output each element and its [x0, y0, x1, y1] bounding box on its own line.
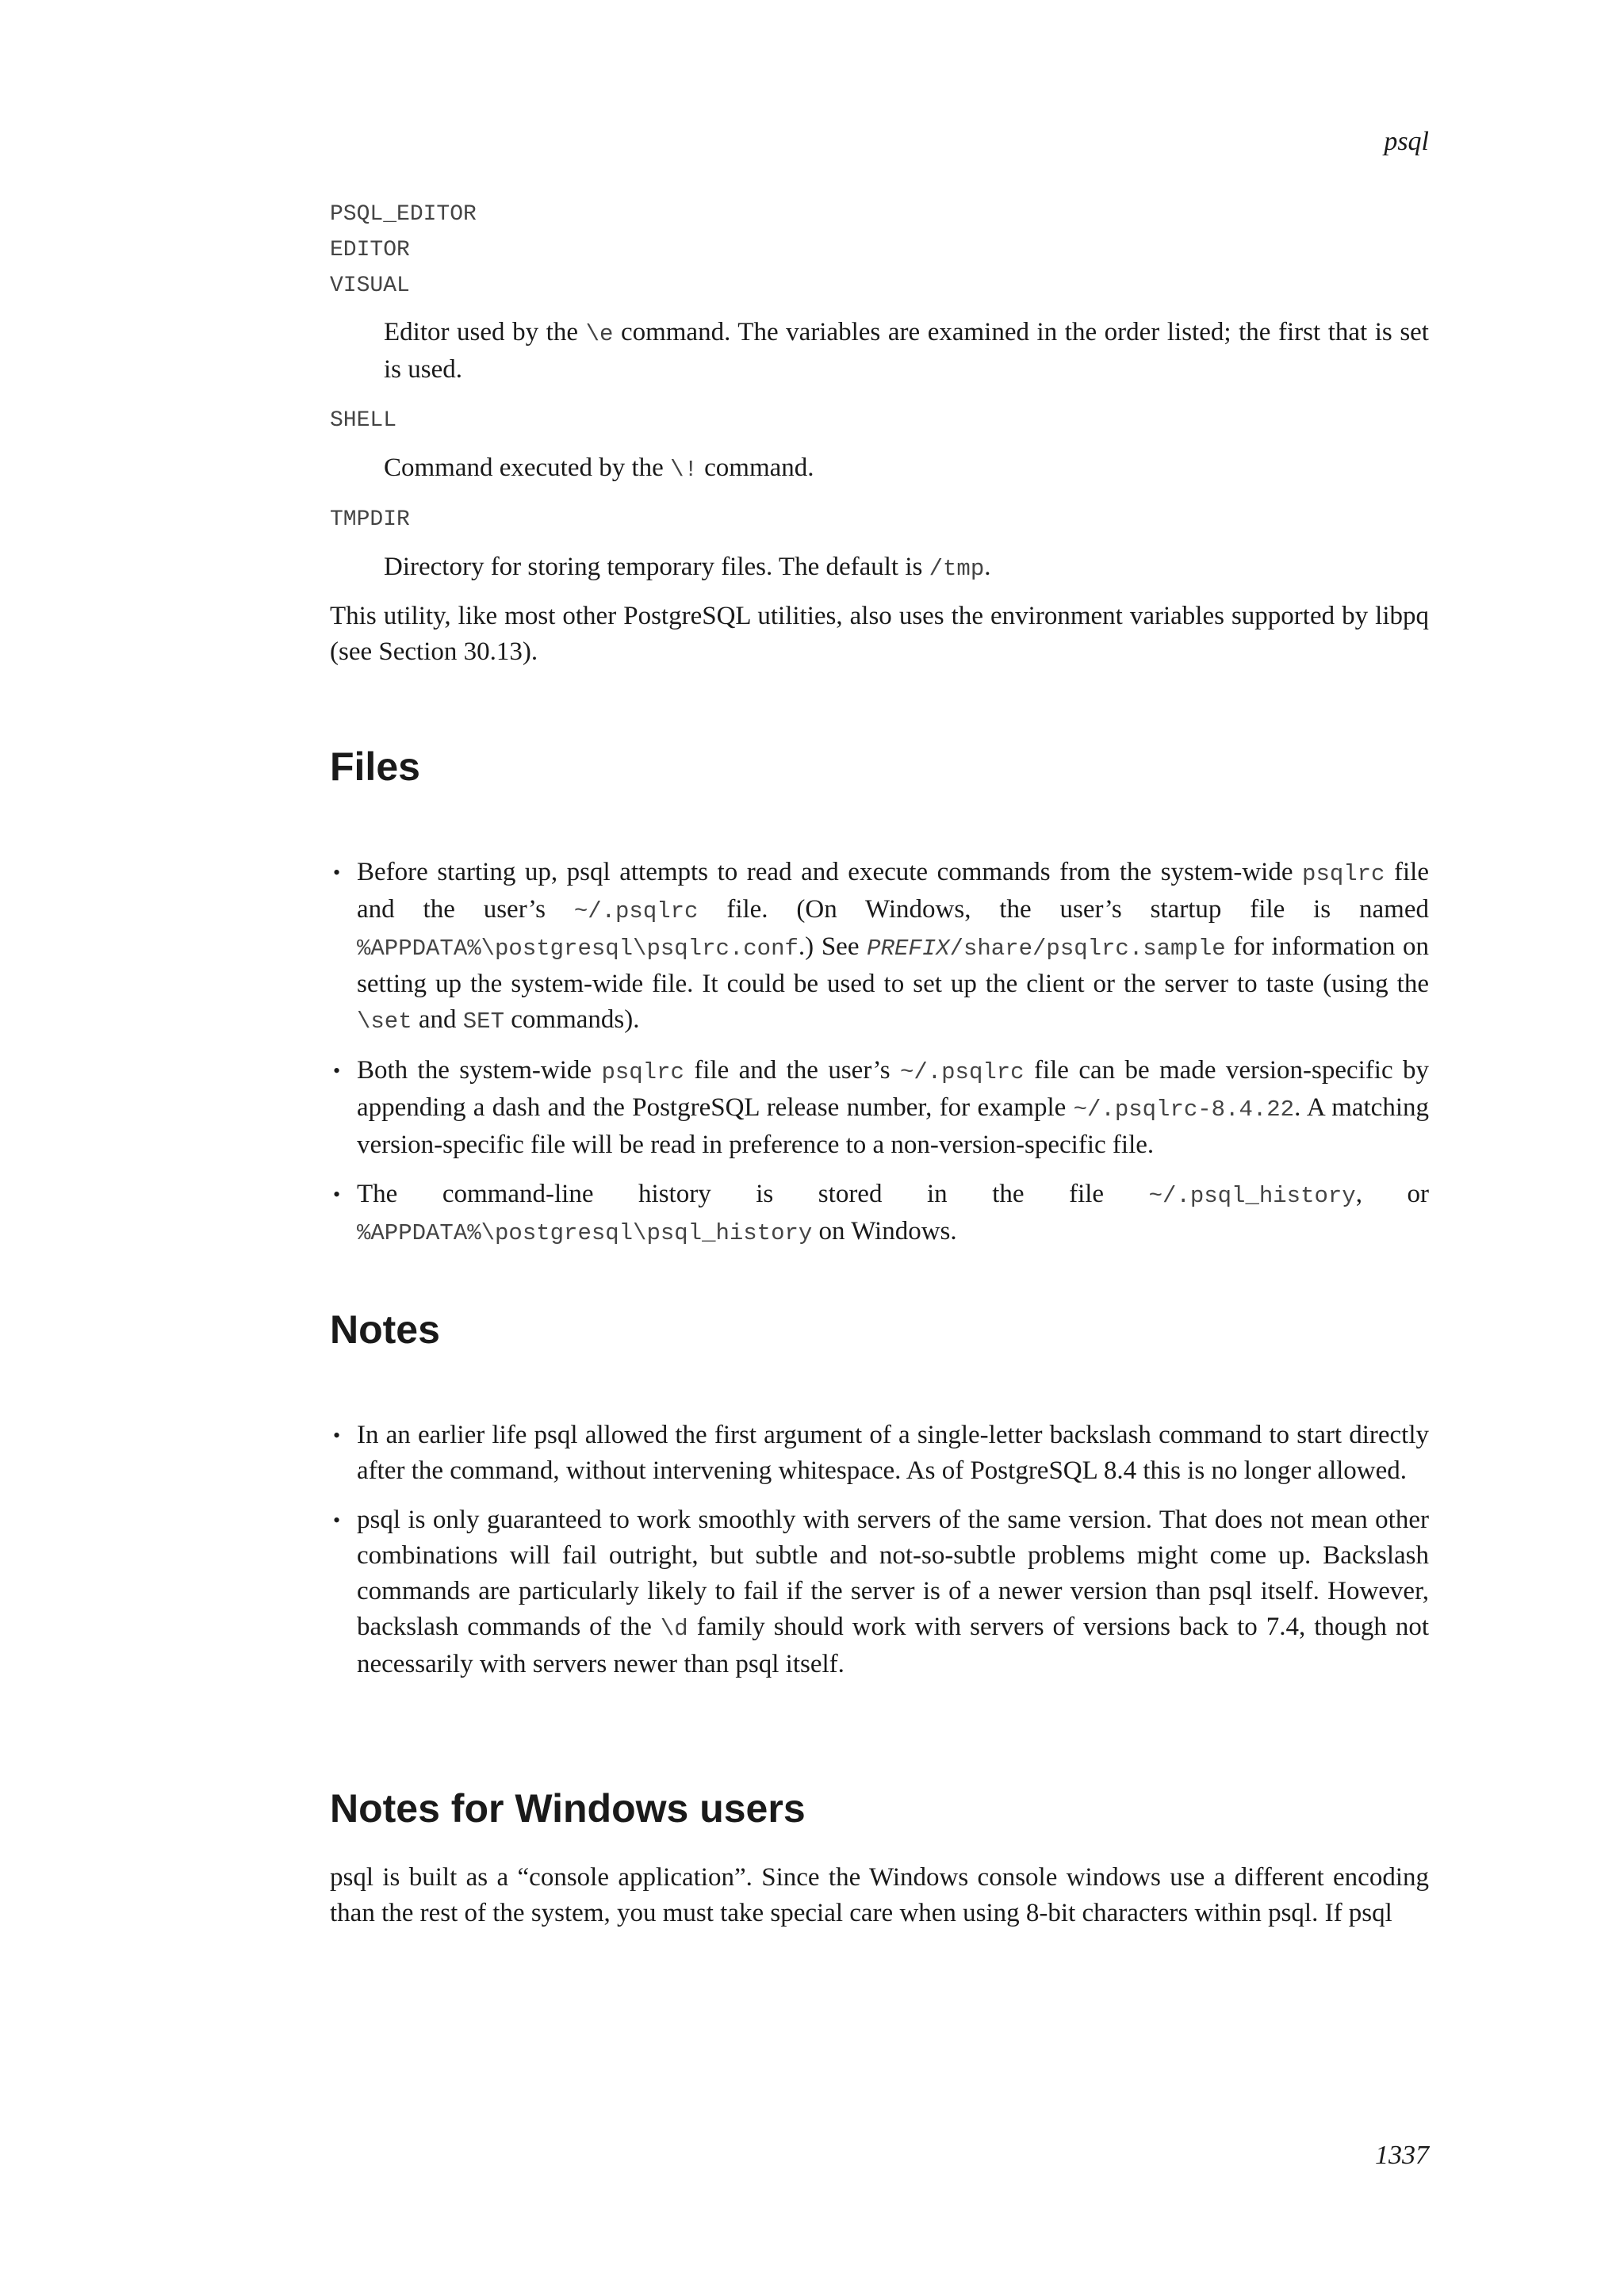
env-var-description: Directory for storing temporary files. The default is /tmp. — [384, 553, 991, 582]
env-var-name: PSQL_EDITOR — [330, 202, 477, 227]
paragraph: This utility, like most other PostgreSQL utilities, also uses the environment variables supported by libpq (see Section 30.13). — [330, 602, 1429, 666]
list-item: • Before starting up, psql attempts to read and execute commands from the system-wide psqlrc file and the user’s ~/.psqlrc file. (On Windows, the user’s startup file is named %APPDATA%\postgresql\psqlrc.conf.) See PREFIX/share/psqlrc.sample for information on setting up the system-wide file. It could be used to set up the client or the server to taste (using the \set and SET commands). — [330, 855, 1429, 1039]
env-var-name: SHELL — [330, 408, 397, 433]
env-var-description: Command executed by the \! command. — [384, 453, 814, 483]
section-heading: Files — [330, 744, 420, 789]
env-var-name: EDITOR — [330, 238, 410, 262]
section-heading: Notes — [330, 1307, 440, 1352]
list-item: • The command-line history is stored in the file ~/.psql_history, or %APPDATA%\postgresql\psql_history on Windows. — [330, 1177, 1429, 1251]
notes-list — [330, 1418, 1429, 1696]
paragraph: psql is built as a “console application”. Since the Windows console windows use a different encoding than the rest of the system, you must take special care when using 8-bit characters within psql. If psql — [330, 1863, 1429, 1927]
list-item: • In an earlier life psql allowed the first argument of a single-letter backslash command to start directly after the command, without intervening whitespace. As of PostgreSQL 8.4 this is no longer allowed. — [330, 1418, 1429, 1489]
section-heading: Notes for Windows users — [330, 1786, 806, 1831]
list-item: • Both the system-wide psqlrc file and the user’s ~/.psqlrc file can be made version-specific by appending a dash and the PostgreSQL release number, for example ~/.psqlrc-8.4.22. A matching version-specific file will be read in preference to a non-version-specific file. — [330, 1053, 1429, 1163]
env-var-name: VISUAL — [330, 274, 410, 298]
files-list — [330, 855, 1429, 1265]
list-item: • psql is only guaranteed to work smoothly with servers of the same version. That does not mean other combinations will fail outright, but subtle and not-so-subtle problems might come up. Backslash commands are particularly likely to fail if the server is of a newer version than psql itself. However, backslash commands of the \d family should work with servers of versions back to 7.4, though not necessarily with servers newer than psql itself. — [330, 1502, 1429, 1682]
running-header: psql — [1384, 127, 1429, 156]
env-var-description: Editor used by the \e command. The variables are examined in the order listed; the first that is set is used. — [384, 318, 1429, 384]
page-number: 1337 — [1375, 2141, 1429, 2170]
env-var-name: TMPDIR — [330, 507, 410, 532]
